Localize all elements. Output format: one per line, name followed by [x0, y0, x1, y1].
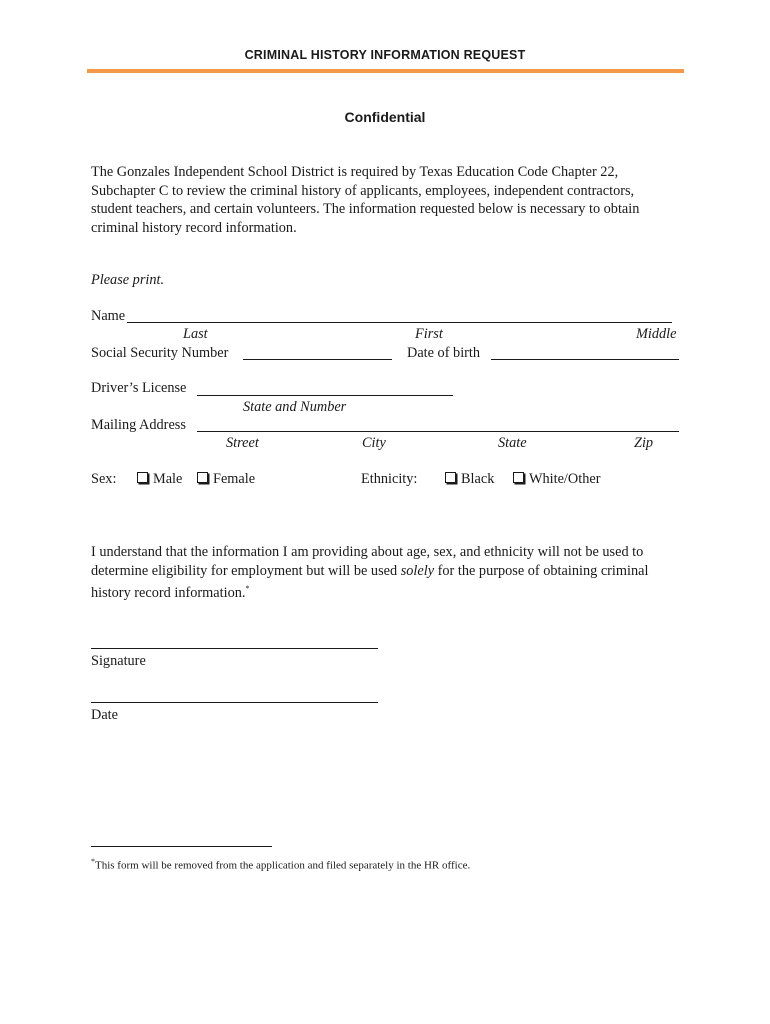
statement-line: determine eligibility for employment but will be used solely for the purpose of obtaining criminal	[91, 562, 649, 579]
address-zip-caption: Zip	[634, 435, 654, 451]
mailing-address-label: Mailing Address	[91, 417, 186, 433]
intro-line: student teachers, and certain volunteers. The information requested below is necessary to obtain	[91, 201, 640, 217]
sex-female-option[interactable]	[197, 470, 255, 488]
checkbox-icon[interactable]	[513, 472, 524, 483]
name-field[interactable]	[127, 322, 672, 323]
checkbox-icon[interactable]	[137, 472, 148, 483]
drivers-license-field[interactable]	[197, 395, 453, 396]
sex-label: Sex:	[91, 471, 117, 487]
footnote-marker: *	[91, 857, 95, 866]
drivers-license-caption: State and Number	[243, 399, 347, 415]
sex-male-label: Male	[153, 471, 183, 487]
ethnicity-white-other-option[interactable]	[513, 470, 600, 488]
ssn-field[interactable]	[243, 359, 392, 360]
date-field[interactable]	[91, 702, 378, 703]
ssn-label: Social Security Number	[91, 345, 229, 361]
name-last-caption: Last	[183, 326, 208, 342]
intro-line: Subchapter C to review the criminal history of applicants, employees, independent contractors,	[91, 182, 635, 199]
header-divider	[87, 69, 684, 73]
ethnicity-black-label: Black	[461, 471, 495, 487]
date-label: Date	[91, 707, 118, 723]
dob-field[interactable]	[491, 359, 679, 360]
sex-male-option[interactable]	[137, 470, 182, 488]
sex-female-label: Female	[213, 471, 256, 487]
statement-line: I understand that the information I am providing about age, sex, and ethnicity will not be used to	[91, 544, 644, 560]
footnote-text: This form will be removed from the application and filed separately in the HR office.	[95, 859, 471, 872]
please-print-note: Please print.	[91, 272, 165, 288]
signature-field[interactable]	[91, 648, 378, 649]
intro-line: The Gonzales Independent School District is required by Texas Education Code Chapter 22,	[91, 164, 619, 180]
statement-line: history record information.*	[91, 584, 250, 601]
checkbox-icon[interactable]	[197, 472, 208, 483]
name-first-caption: First	[415, 326, 443, 342]
ethnicity-black-option[interactable]	[445, 470, 494, 488]
emphasis-solely: solely	[400, 562, 435, 579]
footnote	[91, 857, 470, 872]
confidential-heading: Confidential	[344, 109, 426, 125]
footnote-marker: *	[245, 584, 250, 593]
intro-paragraph	[91, 163, 691, 237]
intro-line: criminal history record information.	[91, 219, 297, 236]
address-street-caption: Street	[226, 435, 259, 451]
address-city-caption: City	[362, 435, 386, 451]
ethnicity-white-other-label: White/Other	[529, 471, 601, 487]
statement-paragraph	[91, 543, 691, 602]
mailing-address-field[interactable]	[197, 431, 679, 432]
dob-label: Date of birth	[407, 345, 481, 361]
signature-label: Signature	[91, 653, 146, 669]
footnote-divider	[91, 846, 272, 847]
address-state-caption: State	[498, 435, 527, 451]
checkbox-icon[interactable]	[445, 472, 456, 483]
name-label: Name	[91, 308, 126, 324]
document-title: CRIMINAL HISTORY INFORMATION REQUEST	[244, 48, 526, 62]
ethnicity-label: Ethnicity:	[361, 471, 418, 487]
name-middle-caption: Middle	[636, 326, 677, 342]
drivers-license-label: Driver’s License	[91, 380, 187, 396]
